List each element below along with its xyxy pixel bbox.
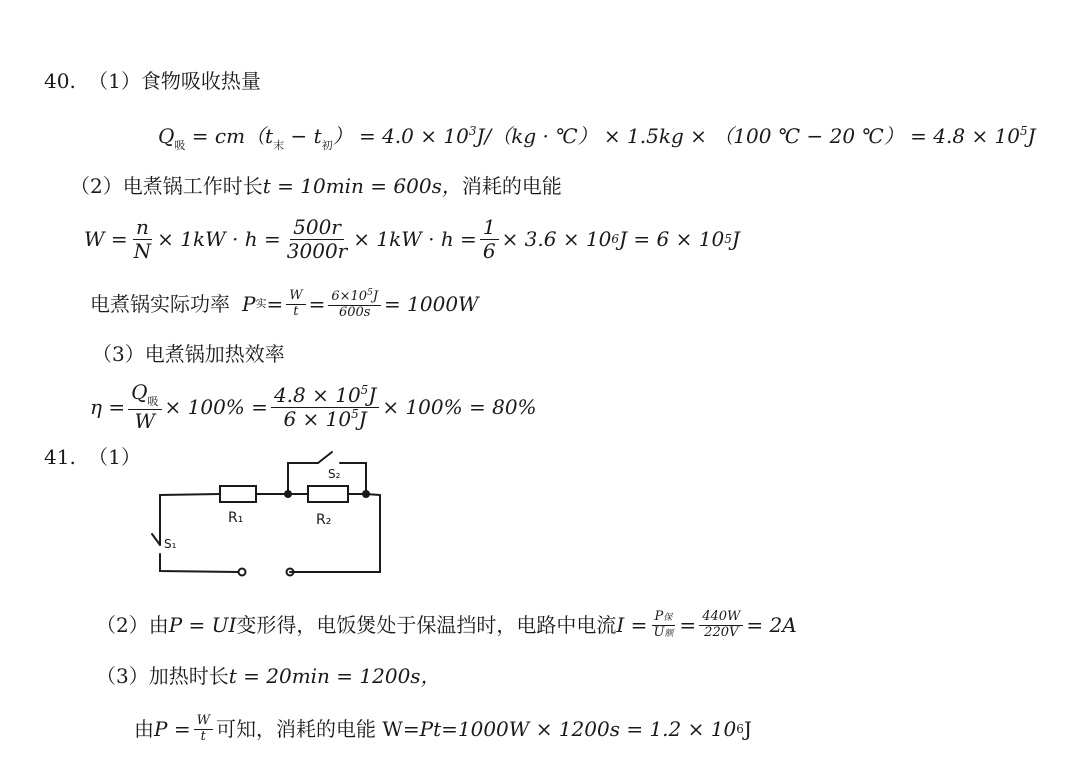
q41-part1: 41. （1） (44, 445, 141, 469)
q40-efficiency-formula: η = $\frac{Q_吸}{W}$ × 100% = $\frac{4.8 \times 10^5J}{6 \times 10^5J}$ × 100% = 80% (90, 380, 537, 433)
q40-number: 40. (44, 69, 76, 93)
circuit-diagram (150, 450, 390, 580)
fraction-W-over-t-2: $\frac{W}{t}$ (194, 714, 213, 745)
label-s1: S₁ (164, 537, 177, 551)
q41-part3-energy: 由 P = $\frac{W}{t}$ 可知，消耗的电能 W= Pt =1000W × 1200s = 1.2 × 10 6 J (134, 712, 752, 744)
fraction-P-over-U: $\frac{\text{P保}}{\text{U额}}$ (653, 608, 674, 640)
fraction-4.8e5-over-6e5: $\frac{4.8 \times 10^5J}{6 \times 10^5J}$ (271, 384, 379, 431)
q40-power: 电煮锅实际功率 P 实 = $\frac{W}{t}$ = $\frac{6\times 10^5J}{600s}$ = 1000W (90, 287, 479, 320)
fraction-1-6: $\frac{1}{6}$ (480, 216, 499, 263)
q41-number: 41. (44, 445, 76, 469)
q40-part2: （2）电煮锅工作时长t = 10min = 600s，消耗的电能 (70, 174, 562, 198)
switch-s1 (152, 534, 160, 545)
fraction-6e5-over-600: $\frac{6\times 10^5J}{600s}$ (328, 288, 381, 321)
wire-bypass-right (340, 463, 366, 494)
label-r1: R₁ (228, 510, 244, 526)
terminal-left (239, 569, 246, 576)
q40-part3: （3）电煮锅加热效率 (92, 342, 285, 366)
q40-energy-formula: W = $\frac{n}{N}$ × 1kW · h = $\frac{500r}{3000r}$ × 1kW · h = $\frac{1}{6}$ × 3.6 × 10 6 J = 6 × 10 5 J (84, 214, 740, 263)
q40-part1 (44, 67, 261, 95)
q41-part3: （3）加热时长t = 20min = 1200s， (96, 664, 441, 688)
label-r2: R₂ (316, 512, 332, 528)
q40-heat-formula: $Q_吸 = cm(t_末 - t_初) = 4.0 \times 10^3J/(kg$ · ℃） × 1.5kg × （100 ℃ − 20 ℃） = $4.8 \times 10^5J$ (158, 124, 1036, 152)
resistor-r2 (308, 486, 348, 502)
fraction-Q-over-W: $\frac{Q_吸}{W}$ (128, 381, 161, 433)
wire-bypass (288, 463, 318, 494)
fraction-500-3000: $\frac{500r}{3000r}$ (286, 214, 348, 263)
fraction-440-over-220: $\frac{440W}{220V}$ (699, 610, 743, 641)
q40-part1-label: （1）食物吸收热量 (88, 69, 261, 93)
wire-bottom-left (160, 554, 238, 572)
label-s2: S₂ (328, 467, 341, 481)
resistor-r1 (220, 486, 256, 502)
wire-right (290, 494, 380, 572)
fraction-W-over-t: $\frac{W}{t}$ (286, 289, 305, 320)
q41-part2: （2）由 P = UI 变形得，电饭煲处于保温挡时，电路中电流 I = $\frac{\text{P保}}{\text{U额}}$ = $\frac{440W}{220V}$ = 2A (96, 608, 797, 640)
fraction-n-over-N: $\frac{n}{N}$ (133, 214, 152, 263)
switch-s2 (318, 452, 332, 463)
